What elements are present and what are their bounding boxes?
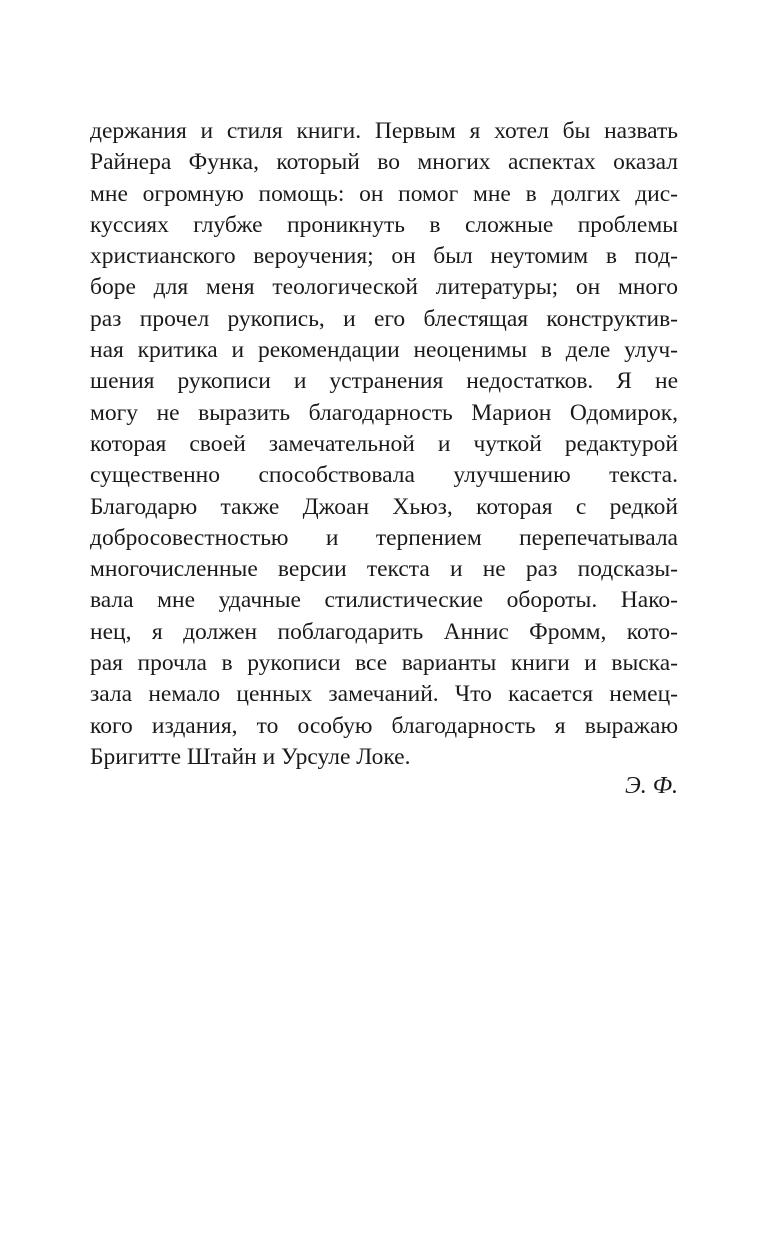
text-line: раз прочел рукопись, и его блестящая конструктив- <box>90 305 678 332</box>
text-line: боре для меня теологической литературы; он много <box>90 274 678 301</box>
text-line: Райнера Функа, который во многих аспектах оказал <box>90 149 678 176</box>
text-line: вала мне удачные стилистические обороты. Нако- <box>90 587 678 614</box>
text-line: могу не выразить благодарность Марион Одомирок, <box>90 399 678 426</box>
text-line: Благодарю также Джоан Хьюз, которая с редкой <box>90 493 678 520</box>
text-line: кого издания, то особую благодарность я выражаю <box>90 712 678 739</box>
text-line: Бригитте Штайн и Урсуле Локе. <box>90 743 411 770</box>
text-line: которая своей замечательной и чуткой редактурой <box>90 430 678 457</box>
body-text <box>90 116 678 773</box>
text-line: нец, я должен поблагодарить Аннис Фромм, кото- <box>90 618 678 645</box>
text-line: шения рукописи и устранения недостатков. Я не <box>90 368 678 395</box>
text-line: зала немало ценных замечаний. Что касается немец- <box>90 681 678 708</box>
text-line: держания и стиля книги. Первым я хотел бы назвать <box>90 118 678 144</box>
signature: Э. Ф. <box>624 773 678 799</box>
text-line: многочисленные версии текста и не раз подсказы- <box>90 556 678 583</box>
text-line: куссиях глубже проникнуть в сложные проблемы <box>90 211 678 238</box>
text-line: христианского вероучения; он был неутомим в под- <box>90 243 678 270</box>
text-line: рая прочла в рукописи все варианты книги и выска- <box>90 650 678 677</box>
text-line: добросовестностью и терпением перепечатывала <box>90 524 678 551</box>
text-line: существенно способствовала улучшению текста. <box>90 462 678 489</box>
text-line: ная критика и рекомендации неоценимы в деле улуч- <box>90 337 678 364</box>
text-line: мне огромную помощь: он помог мне в долгих дис- <box>90 180 678 207</box>
